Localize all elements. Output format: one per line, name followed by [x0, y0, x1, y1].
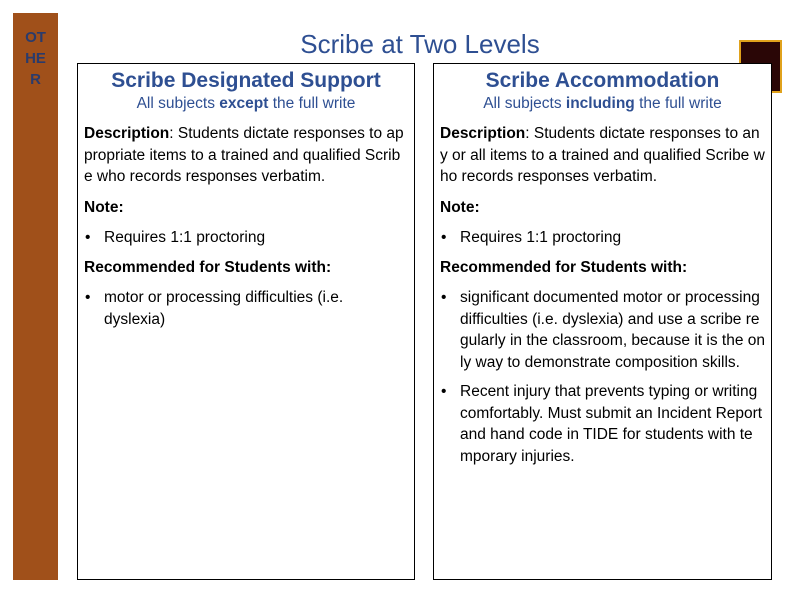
- list-item-text: significant documented motor or processing difficulties (i.e. dyslexia) and use a scribe regularly in the classroom, because it is the only way to demonstrate composition skills.: [460, 289, 765, 371]
- list-item: [440, 227, 765, 249]
- recommended-list: [440, 287, 765, 467]
- designated-support-panel: [77, 63, 415, 580]
- list-item: [440, 287, 765, 373]
- description-label: Description: [440, 125, 526, 142]
- bullet-icon: •: [441, 383, 447, 400]
- note-list: [84, 227, 408, 249]
- list-item-text: Requires 1:1 proctoring: [460, 229, 622, 246]
- bullet-icon: •: [441, 289, 447, 306]
- list-item-text: Requires 1:1 proctoring: [104, 229, 266, 246]
- subtitle-emphasis: including: [565, 95, 635, 112]
- bullet-icon: •: [85, 289, 91, 306]
- subtitle-text: the full write: [634, 95, 722, 112]
- subtitle-text: All subjects: [483, 95, 566, 112]
- panel-body: [78, 123, 414, 330]
- side-label-line: OT: [25, 29, 46, 46]
- note-heading: Note:: [440, 198, 480, 216]
- side-category-bar: [13, 13, 58, 580]
- list-item: [84, 227, 408, 249]
- panel-subtitle: [434, 94, 771, 114]
- note-list: [440, 227, 765, 249]
- subtitle-text: the full write: [268, 95, 356, 112]
- panel-header: [78, 64, 414, 114]
- description-text: : Students dictate responses to any or all items to a trained and qualified Scribe who records responses verbatim.: [440, 125, 765, 185]
- accommodation-panel: [433, 63, 772, 580]
- bullet-icon: •: [85, 229, 91, 246]
- list-item-text: motor or processing difficulties (i.e. dyslexia): [104, 289, 344, 328]
- recommended-heading: Recommended for Students with:: [84, 258, 332, 276]
- panel-subtitle: [78, 94, 414, 114]
- subtitle-emphasis: except: [219, 95, 269, 112]
- panel-title: Scribe Accommodation: [485, 69, 720, 92]
- panel-body: [434, 123, 771, 467]
- side-label-line: HE: [25, 50, 46, 67]
- recommended-list: [84, 287, 408, 330]
- recommended-heading: Recommended for Students with:: [440, 258, 688, 276]
- page-title: Scribe at Two Levels: [300, 29, 540, 59]
- note-heading: Note:: [84, 198, 124, 216]
- panel-title: Scribe Designated Support: [111, 69, 381, 92]
- panel-header: [434, 64, 771, 114]
- bullet-icon: •: [441, 229, 447, 246]
- side-category-label: [13, 27, 58, 90]
- list-item: [440, 381, 765, 467]
- description-paragraph: [84, 123, 408, 188]
- side-label-line: R: [30, 71, 41, 88]
- subtitle-text: All subjects: [136, 95, 220, 112]
- list-item: [84, 287, 408, 330]
- list-item-text: Recent injury that prevents typing or writing comfortably. Must submit an Incident Report and hand code in TIDE for students with temporary injuries.: [460, 383, 763, 465]
- description-text: : Students dictate responses to appropriate items to a trained and qualified Scribe who records responses verbatim.: [84, 125, 404, 185]
- description-label: Description: [84, 125, 170, 142]
- description-paragraph: [440, 123, 765, 188]
